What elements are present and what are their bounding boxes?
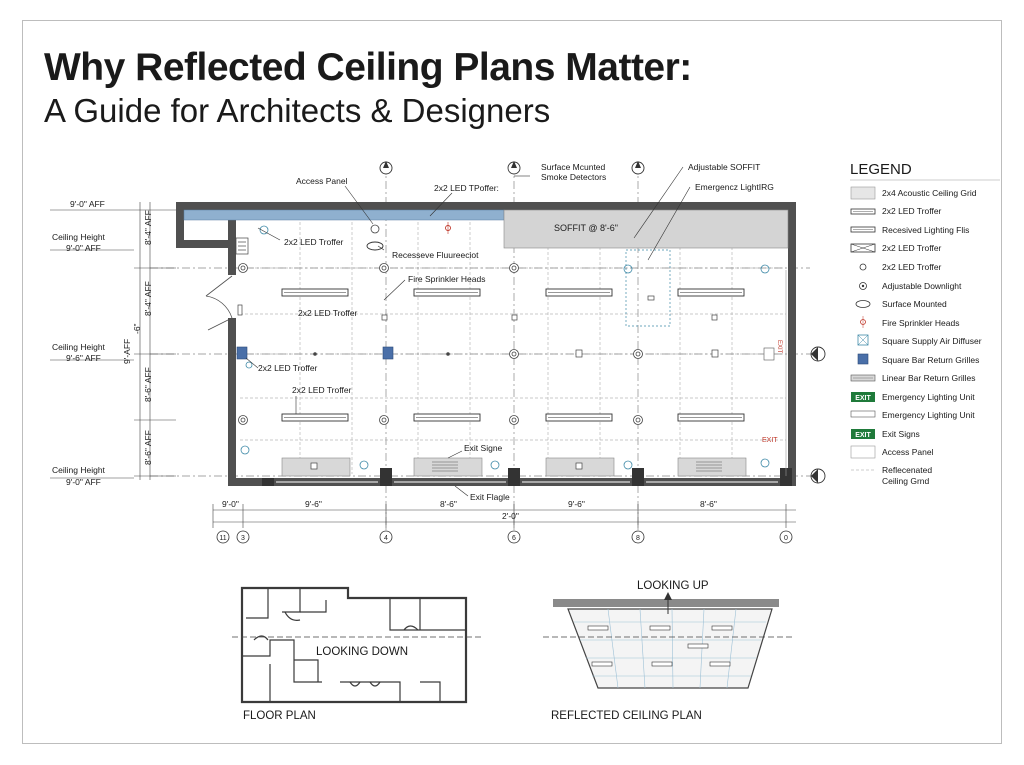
svg-text:2'-0": 2'-0"	[502, 511, 519, 521]
page-title: Why Reflected Ceiling Plans Matter:	[44, 46, 692, 89]
svg-text:9'-AFF: 9'-AFF	[122, 338, 132, 364]
emergency-light-zone	[626, 250, 670, 326]
looking-down-label: LOOKING DOWN	[316, 646, 409, 658]
left-ceiling-labels	[52, 199, 106, 487]
ceiling-grid	[240, 222, 786, 474]
legend-item-label: 2x2 LED Troffer	[882, 206, 942, 216]
svg-text:8: 8	[636, 535, 640, 542]
callout-fire-sprinkler: Fire Sprinkler Heads	[408, 274, 486, 284]
legend-item-label: Linear Bar Return Grilles	[882, 373, 976, 383]
vertical-dimensions	[122, 210, 153, 465]
callout-smoke-detectors-line2: Smoke Detectors	[541, 172, 607, 182]
svg-text:8'-4" AFF: 8'-4" AFF	[143, 210, 153, 245]
troffer-x-icon	[851, 244, 875, 252]
svg-text:9'-0" AFF: 9'-0" AFF	[70, 199, 105, 209]
svg-text:9'-0": 9'-0"	[222, 499, 239, 509]
looking-up-arrowhead	[664, 592, 672, 600]
linear-grille-icon	[851, 375, 875, 381]
svg-text:8'-4" AFF: 8'-4" AFF	[143, 281, 153, 316]
troffer-icon	[851, 209, 875, 214]
svg-text:-6": -6"	[132, 323, 142, 334]
svg-text:EXIT: EXIT	[776, 340, 782, 354]
callout-access-panel: Access Panel	[296, 176, 348, 186]
svg-text:9'-0" AFF: 9'-0" AFF	[66, 243, 101, 253]
section-marker-arrows	[811, 347, 818, 483]
recessed-light-icon	[851, 227, 875, 232]
emergency-light-icon	[851, 411, 875, 417]
floor-plan-diagram	[232, 588, 482, 722]
legend-item-label: Access Panel	[882, 447, 934, 457]
legend-item-label: Fire Sprinkler Heads	[882, 318, 960, 328]
svg-text:Ceiling Height: Ceiling Height	[52, 342, 105, 352]
cyan-diffusers	[241, 226, 769, 469]
legend-item-label: Exit Signs	[882, 429, 920, 439]
legend-item-label: Emergency Lighting Unit	[882, 410, 975, 420]
rcp-perspective-diagram	[543, 580, 793, 722]
downlight-icon	[860, 283, 867, 290]
legend-labels	[882, 188, 982, 486]
ceiling-slab	[553, 599, 779, 607]
svg-text:8'-6": 8'-6"	[700, 499, 717, 509]
svg-text:EXIT: EXIT	[762, 437, 778, 444]
callout-troffer-top: 2x2 LED TPoffer:	[434, 183, 499, 193]
legend-item-label-line1: Reflecenated	[882, 465, 933, 475]
callout-troffer-left1: 2x2 LED Troffer	[284, 237, 344, 247]
callout-troffer-left4: 2x2 LED Troffer	[292, 385, 352, 395]
callout-recessed-fluorescent: Recesseve Fluureeciot	[392, 250, 479, 260]
legend-item-label: 2x2 LED Troffer	[882, 243, 942, 253]
legend-item-label: Surface Mounted	[882, 299, 947, 309]
floor-plan-label: FLOOR PLAN	[243, 710, 316, 722]
svg-text:8'-6": 8'-6"	[440, 499, 457, 509]
legend-item-label: Square Bar Return Grilles	[882, 355, 980, 365]
legend-item-label-line2: Ceiling Grnd	[882, 476, 930, 486]
grid-bubbles-bottom	[217, 531, 792, 543]
legend-item-label: 2x4 Acoustic Ceiling Grid	[882, 188, 977, 198]
grid-bubble-labels	[219, 535, 788, 542]
soffit-area	[504, 210, 788, 248]
legend	[850, 161, 1000, 486]
svg-text:4: 4	[384, 535, 388, 542]
svg-text:8'-6" AFF: 8'-6" AFF	[143, 430, 153, 465]
callout-troffer-left3: 2x2 LED Troffer	[258, 363, 318, 373]
callout-emergency-light: Emergencz LightIRG	[695, 182, 774, 192]
legend-item-label: Adjustable Downlight	[882, 281, 962, 291]
page-subtitle: A Guide for Architects & Designers	[44, 92, 551, 129]
svg-text:8'-6" AFF: 8'-6" AFF	[143, 367, 153, 402]
legend-item-label: Recesived Lighting Flis	[882, 225, 970, 235]
svg-text:Ceiling Height: Ceiling Height	[52, 465, 105, 475]
svg-text:EXIT: EXIT	[855, 395, 871, 402]
callout-troffer-left2: 2x2 LED Troffer	[298, 308, 358, 318]
svg-text:9'-0" AFF: 9'-0" AFF	[66, 477, 101, 487]
svg-text:EXIT: EXIT	[855, 432, 871, 439]
blue-soffit-strip	[184, 210, 504, 220]
diffuser-icon	[858, 335, 868, 345]
grid-swatch-icon	[851, 187, 875, 199]
callout-adjustable-soffit: Adjustable SOFFIT	[688, 162, 761, 172]
red-sprinkler-mark	[446, 222, 451, 234]
surface-mounted-icon	[856, 301, 870, 308]
legend-item-label: Emergency Lighting Unit	[882, 392, 975, 402]
svg-text:9'-6" AFF: 9'-6" AFF	[66, 353, 101, 363]
right-wall-fixture	[764, 348, 774, 360]
legend-title: LEGEND	[850, 161, 912, 178]
legend-item-label: 2x2 LED Troffer	[882, 262, 942, 272]
svg-text:3: 3	[241, 535, 245, 542]
circle-icon	[860, 264, 866, 270]
svg-text:Ceiling Height: Ceiling Height	[52, 232, 105, 242]
legend-item-label: Square Supply Air Diffuser	[882, 336, 982, 346]
callout-smoke-detectors-line1: Surface Mcunted	[541, 162, 606, 172]
rcp-label: REFLECTED CEILING PLAN	[551, 710, 702, 722]
return-grille-left	[236, 238, 248, 254]
svg-text:11: 11	[219, 535, 227, 542]
callout-exit-flagle: Exit Flagle	[470, 492, 510, 502]
svg-text:0: 0	[784, 535, 788, 542]
access-panel-icon	[851, 446, 875, 458]
section-markers-right	[811, 347, 825, 483]
svg-text:9'-6": 9'-6"	[568, 499, 585, 509]
reflected-ceiling-plan-main	[50, 161, 825, 543]
svg-text:9'-6": 9'-6"	[305, 499, 322, 509]
soffit-label: SOFFIT @ 8'-6"	[554, 223, 618, 233]
adjustable-soffit-fixture	[648, 296, 654, 300]
return-grille-icon	[858, 354, 868, 364]
looking-up-label: LOOKING UP	[637, 580, 709, 592]
callout-exit-signs: Exit Signe	[464, 443, 503, 453]
surface-mounted-fixture	[367, 242, 383, 250]
sprinkler-icon	[861, 316, 866, 328]
svg-text:6: 6	[512, 535, 516, 542]
